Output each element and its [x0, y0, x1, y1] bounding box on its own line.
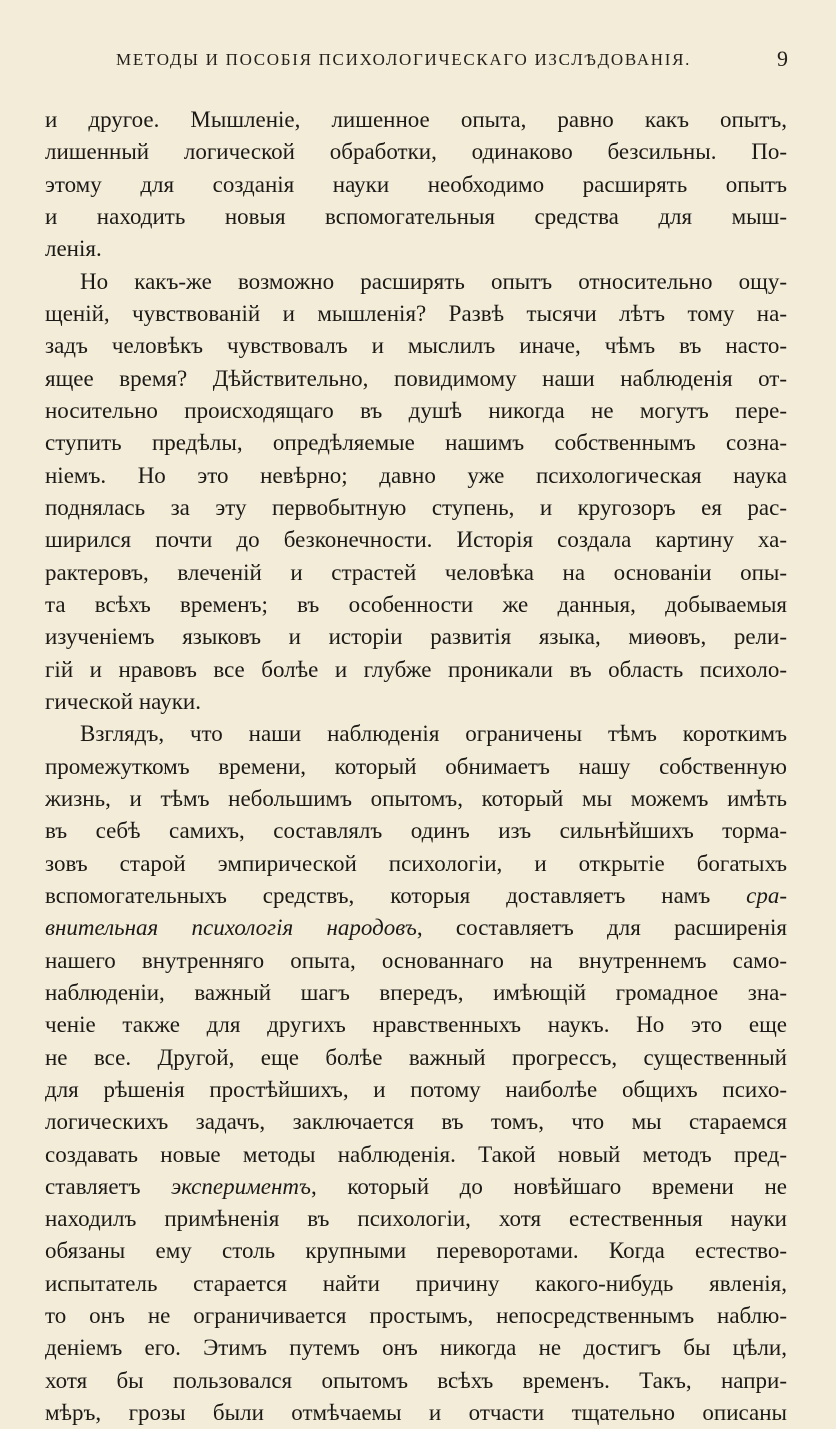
text-line: обязаны ему столь крупными переворотами. Когда естество- [45, 1238, 787, 1264]
text-line [45, 1171, 787, 1203]
text-line: гической науки. [45, 688, 201, 714]
text-line: ченіе также для другихъ нравственныхъ наукъ. Но это еще [45, 1012, 787, 1038]
page-number: 9 [777, 46, 788, 71]
text-line: та всѣхъ временъ; въ особенности же данныя, добываемыя [45, 591, 787, 617]
text-line: наблюденіи, важный шагъ впередъ, имѣющій громадное зна- [45, 979, 787, 1005]
text-line: ширился почти до безконечности. Исторія создала картину ха- [45, 527, 787, 553]
text-line: рактеровъ, влеченій и страстей человѣка на основаніи опы- [45, 559, 787, 585]
running-head [48, 46, 788, 76]
text-line: испытатель старается найти причину какого-нибудь явленія, [45, 1270, 787, 1296]
italic-term: сра- [746, 882, 787, 908]
text-line: лишенный логической обработки, одинаково безсильны. По- [45, 139, 787, 165]
text-line: и другое. Мышленіе, лишенное опыта, равно какъ опытъ, [45, 107, 787, 132]
text-line: изученіемъ языковъ и исторіи развитія языка, миѳовъ, рели- [45, 624, 787, 650]
running-title: МЕТОДЫ И ПОСОБІЯ ПСИХОЛОГИЧЕСКАГО ИЗСЛѢДОВАНІЯ. [116, 50, 692, 69]
text-line: деніемъ его. Этимъ путемъ онъ никогда не достигъ бы цѣли, [45, 1335, 787, 1361]
text-line: гій и нравовъ все болѣе и глубже проникали въ область психоло- [45, 656, 787, 682]
italic-term: экспериментъ [171, 1173, 311, 1199]
text-line: хотя бы пользовался опытомъ всѣхъ временъ. Такъ, напри- [45, 1367, 787, 1393]
text-line: не все. Другой, еще болѣе важный прогрессъ, существенный [45, 1044, 787, 1070]
text-line [45, 880, 787, 912]
text-line: Взглядъ, что наши наблюденія ограничены тѣмъ короткимъ [80, 721, 787, 747]
text-segment: ставляетъ [45, 1173, 172, 1199]
text-line [45, 912, 787, 944]
text-line: носительно происходящаго въ душѣ никогда не могутъ пере- [45, 397, 787, 423]
text-line: мѣръ, грозы были отмѣчаемы и отчасти тщательно описаны [45, 1400, 787, 1426]
text-line: этому для созданія науки необходимо расширять опытъ [45, 171, 787, 197]
text-line: ніемъ. Но это невѣрно; давно уже психологическая наука [45, 462, 787, 488]
text-line: Но какъ-же возможно расширять опытъ относительно ощу- [80, 268, 787, 294]
text-segment: , который до новѣйшаго времени не [310, 1173, 787, 1199]
body-text [45, 104, 787, 1429]
italic-term: внительная психологія народовъ [45, 915, 417, 941]
text-line: зовъ старой эмпирической психологіи, и открытіе богатыхъ [45, 850, 787, 876]
text-segment: вспомогательныхъ средствъ, которыя доставляетъ намъ [45, 882, 747, 908]
text-line: нашего внутренняго опыта, основаннаго на внутреннемъ само- [45, 947, 787, 973]
text-line: ящее время? Дѣйствительно, повидимому наши наблюденія от- [45, 365, 787, 391]
text-line: ленія. [45, 236, 102, 262]
text-line: задъ человѣкъ чувствовалъ и мыслилъ иначе, чѣмъ въ насто- [45, 333, 787, 359]
text-line: для рѣшенія простѣйшихъ, и потому наиболѣе общихъ психо- [45, 1076, 787, 1102]
text-line: и находить новыя вспомогательныя средства для мыш- [45, 203, 787, 229]
text-segment: , составляетъ для расширенія [416, 915, 787, 941]
text-line: поднялась за эту первобытную ступень, и кругозоръ ея рас- [45, 494, 787, 520]
text-line: находилъ примѣненія въ психологіи, хотя естественныя науки [45, 1206, 787, 1232]
text-line: логическихъ задачъ, заключается въ томъ, что мы стараемся [45, 1109, 787, 1135]
text-line: промежуткомъ времени, который обнимаетъ нашу собственную [45, 753, 787, 779]
text-line: щеній, чувствованій и мышленія? Развѣ тысячи лѣтъ тому на- [45, 300, 787, 326]
text-line: создавать новые методы наблюденія. Такой новый методъ пред- [45, 1141, 787, 1167]
text-line: то онъ не ограничивается простымъ, непосредственнымъ наблю- [45, 1303, 787, 1329]
text-line: въ себѣ самихъ, составлялъ одинъ изъ сильнѣйшихъ тормa- [45, 818, 787, 844]
text-line: жизнь, и тѣмъ небольшимъ опытомъ, который мы можемъ имѣть [45, 785, 787, 811]
text-line: ступить предѣлы, опредѣляемые нашимъ собственнымъ созна- [45, 430, 787, 456]
